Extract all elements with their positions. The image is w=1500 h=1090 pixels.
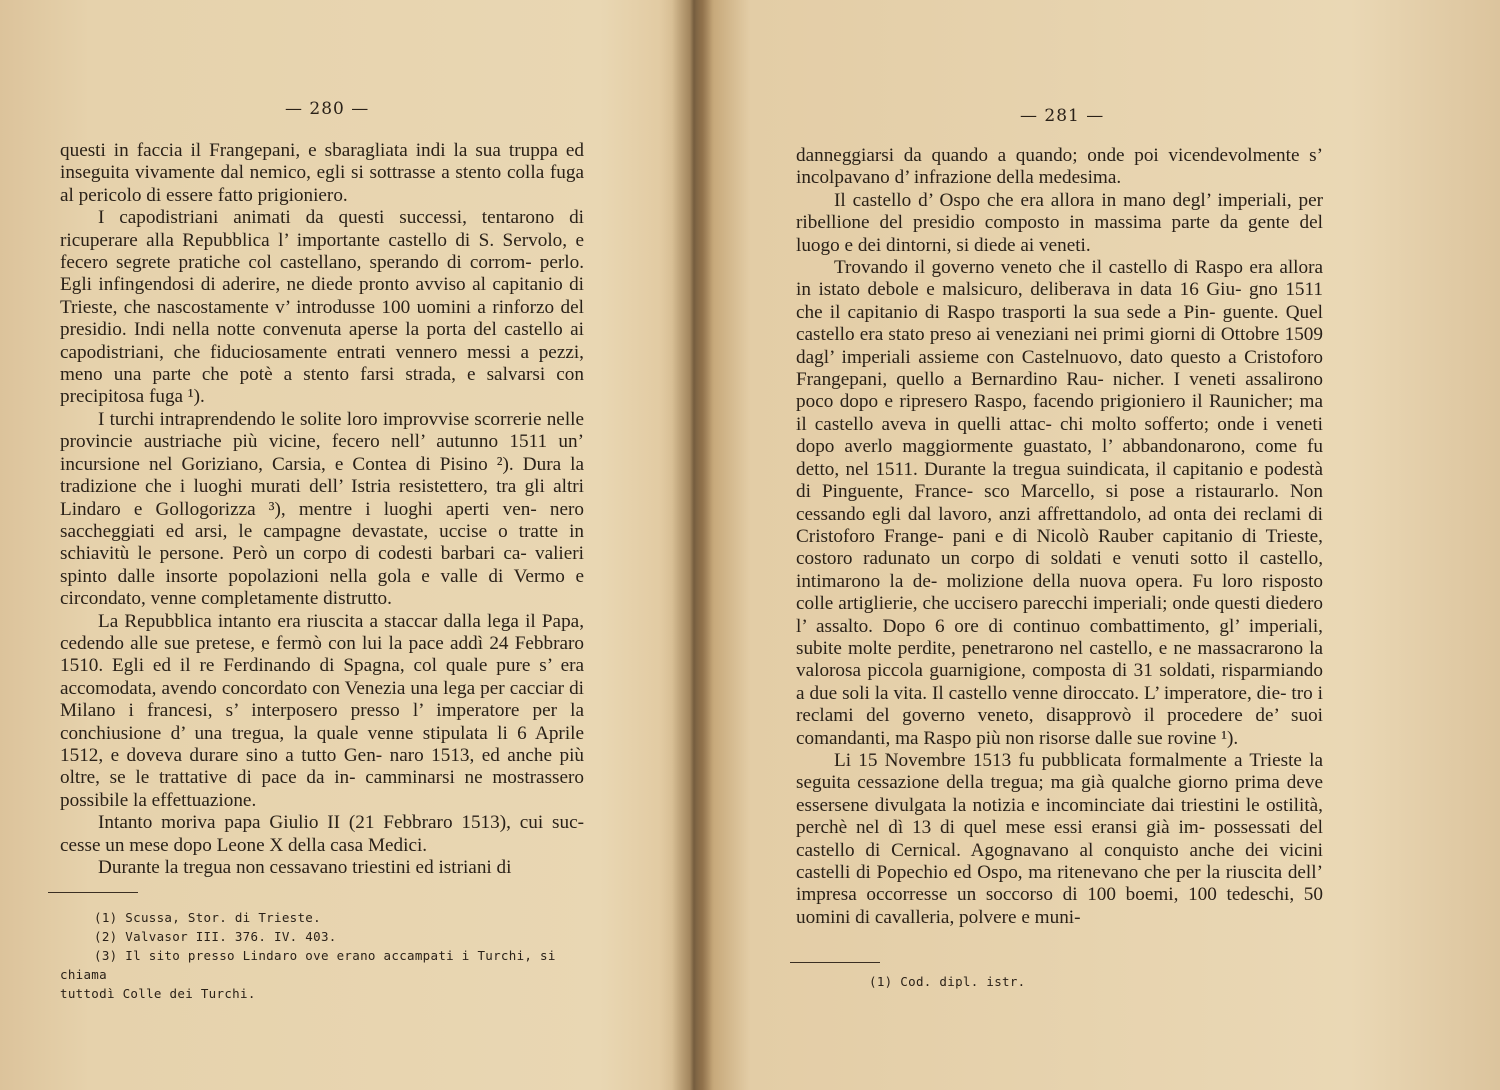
body-text (796, 145, 1323, 929)
footnote-rule (48, 892, 138, 893)
text-line: a rinforzo del presidio. Indi nella notte convenuta aperse la (60, 296, 584, 341)
text-line: gli altri Lindaro e Gollogorizza ³), mentre i luoghi aperti ven- (60, 476, 584, 520)
text-line: naro 1513, ed anche più oltre, se le trattative di pace da in- (60, 744, 584, 789)
paragraph (796, 257, 1323, 750)
paragraph (60, 409, 584, 611)
footnote: (1) Cod. dipl. istr. (869, 974, 1026, 989)
text-line: guente. Quel castello era stato preso ai veneziani nei primi (796, 301, 1324, 346)
text-line: che per la riuscita dell’ impresa occorresse un soccorso di 100 (796, 862, 1323, 906)
text-line: e fecero segrete pratiche col castellano, sperando di corrom- (60, 229, 584, 274)
paragraph (796, 145, 1323, 190)
text-line: un’ incursione nel Goriziano, Carsia, e Contea di Pisino ²). Dura (60, 431, 584, 475)
paragraph (60, 611, 584, 813)
footnote: (3) Il sito presso Lindaro ove erano accampati i Turchi, si chiama (60, 948, 556, 982)
text-line: anzi affrettandolo, ad onta dei reclami di Cristoforo Frange- (796, 503, 1324, 547)
text-line: 24 Febbraro 1510. Egli ed il re Ferdinando di Spagna, col (60, 632, 585, 677)
text-line: La Repubblica intanto era riuscita a staccar dalla lega il (98, 610, 542, 632)
text-line: Vermo e circondato, venne completamente distrutto. (60, 565, 585, 610)
text-line: la seguita cessazione della tregua; ma già qualche giorno prima (796, 749, 1323, 794)
text-line: Il castello d’ Ospo che era allora in mano degl’ imperiali, (834, 189, 1299, 211)
text-line: strada, e salvarsi con precipitosa fuga ¹). (60, 364, 584, 408)
text-line: s’ incolpavano d’ infrazione della medesima. (796, 145, 1323, 189)
footnotes (60, 908, 588, 1003)
text-line: boemi, 100 tedeschi, 50 uomini di cavalleria, polvere e muni- (796, 884, 1323, 928)
text-line: camminarsi ne mostrassero possibile la effettuazione. (60, 767, 585, 811)
left-page (0, 0, 690, 1090)
text-line: valieri spinto dalle insorte popolazioni nella gola e valle di (60, 543, 584, 587)
text-line: per ribellione del presidio composto in massima parte da gente (796, 189, 1323, 234)
paragraph (60, 140, 584, 207)
text-line: porta del castello ai capodistriani, che fiduciosamente entrati (60, 319, 584, 363)
footnote: (2) Valvasor III. 376. IV. 403. (94, 929, 337, 944)
right-page (700, 0, 1500, 1090)
text-line: capitanio di Trieste, che nascostamente v’ introdusse 100 uomini (60, 274, 585, 318)
text-line: perlo. Egli infingendosi di aderire, ne diede pronto avviso al (60, 252, 584, 296)
footnote: tuttodì Colle dei Turchi. (60, 986, 256, 1001)
text-line: stipulata li 6 Aprile 1512, e doveva durare sino a tutto Gen- (60, 722, 585, 766)
text-line: Intanto moriva papa Giulio II (21 Febbraro 1513), cui suc- (98, 812, 584, 834)
text-line: sco Marcello, si pose a ristaurarlo. Non cessando egli dal lavoro, (796, 481, 1323, 525)
text-line: nero saccheggiati ed arsi, le campagne devastate, uccise o tratte (60, 498, 584, 542)
text-line: deve essersene divulgata la notizia e incominciate dai triestini (796, 772, 1323, 816)
text-line: vennero messi a pezzi, meno una parte che potè a stento farsi (60, 341, 584, 386)
text-line: due soli la vita. Il castello venne diroccato. L’ imperatore, die- (809, 682, 1292, 704)
text-line: ed inseguita vivamente dal nemico, egli si sottrasse a stento (60, 140, 584, 184)
text-line: danneggiarsi da quando a quando; onde poi vicendevolmente (796, 145, 1310, 166)
text-line: ricuperare alla Repubblica l’ importante castello di S. Servolo, (60, 229, 576, 251)
text-line: guastato, l’ abbandonarono, come fu detto, nel 1511. Durante la (796, 436, 1323, 480)
text-line: giorni di Ottobre 1509 dagl’ imperiali assieme con Castelnuovo, (796, 324, 1323, 368)
text-line: prigioniero il Raunicher; ma il castello aveva in quelli attac- (796, 391, 1323, 435)
paragraph (60, 207, 584, 409)
paragraph (796, 190, 1323, 257)
text-line: nelle provincie austriache più vicine, fecero nell’ autunno 1511 (60, 408, 584, 453)
text-line: cesse un mese dopo Leone X della casa Medici. (60, 834, 428, 856)
text-line: nicher. I veneti assalirono poco dopo e ripresero Raspo, facendo (796, 369, 1324, 413)
text-line: anche dei vicini castelli di Popechio ed Ospo, ma ritenevano (796, 839, 1324, 883)
text-line: in schiavitù le persone. Però un corpo di codesti barbari ca- (60, 520, 584, 565)
text-line: quale pure s’ era accomodata, avendo concordato con Venezia (60, 655, 584, 699)
text-line: perdite, penetrarono nel castello, e ne massacrarono la valorosa (796, 637, 1323, 682)
text-line: Durante la tregua non cessavano triestini ed istriani di (98, 857, 512, 878)
text-line: molizione della nuova opera. Fu loro risposto colle artiglierie, (796, 570, 1323, 615)
text-line: comandanti, ma Raspo più non risorse dalle sue rovine ¹). (796, 727, 1239, 749)
text-line: Papa, cedendo alle sue pretese, e fermò con lui la pace addì (60, 610, 584, 654)
text-line: che uccisero parecchi imperiali; onde questi diedero l’ assalto. (796, 593, 1323, 637)
text-line: la tradizione che i luoghi murati dell’ Istria resistettero, tra (60, 453, 584, 498)
paragraph (60, 812, 584, 857)
text-line: allora in istato debole e malsicuro, deliberava in data 16 Giu- (796, 257, 1323, 301)
text-line: del luogo e dei dintorni, si diede ai veneti. (796, 212, 1323, 256)
text-line: una lega per cacciar di Milano i francesi, s’ interposero presso (60, 677, 585, 722)
text-line: colla fuga al pericolo di essere fatto prigioniero. (60, 162, 584, 206)
page-number: — 280 — (285, 99, 370, 119)
footnote-rule (790, 962, 880, 963)
text-line: chi molto sofferto; onde i veneti dopo averlo maggiormente (796, 413, 1323, 458)
text-line: Li 15 Novembre 1513 fu pubblicata formalmente a Trieste (834, 749, 1310, 771)
paragraph (796, 750, 1323, 929)
text-line: pani e di Nicolò Rauber capitanio di Trieste, costoro radunato (796, 525, 1323, 570)
text-line: tro i reclami del governo veneto, disapprovò il procedere de’ suoi (796, 682, 1323, 727)
text-line: le ostilità, perchè nel dì 13 di quel mese essi eransi già im- (796, 794, 1323, 839)
text-line: Trovando il governo veneto che il castello di Raspo era (834, 257, 1280, 279)
footnote: (1) Scussa, Stor. di Trieste. (94, 910, 321, 925)
text-line: dato questo a Cristoforo Frangepani, quello a Bernardino Rau- (796, 346, 1323, 391)
footnotes (835, 972, 1315, 991)
body-text (60, 140, 584, 879)
text-line: I turchi intraprendendo le solite loro improvvise scorrerie (98, 408, 547, 430)
text-line: l’ imperatore per la conchiusione d’ una tregua, la quale venne (60, 700, 584, 744)
paragraph (60, 857, 584, 879)
text-line: I capodistriani animati da questi successi, tentarono di (98, 207, 584, 229)
text-line: tregua suindicata, il capitanio e podestà di Pinguente, France- (796, 458, 1323, 503)
page-number: — 281 — (1020, 106, 1105, 126)
text-line: gno 1511 che il capitanio di Raspo trasporti la sua sede a Pin- (796, 279, 1323, 323)
text-line: questi in faccia il Frangepani, e sbaragliata indi la sua truppa (60, 140, 566, 161)
text-line: Dopo 6 ore di continuo combattimento, gl’ imperiali, subite molte (796, 615, 1323, 659)
text-line: un corpo di soldati e venuti sotto il castello, intimarono la de- (796, 548, 1323, 592)
text-line: piccola guarnigione, composta di 31 soldati, risparmiando a (796, 660, 1323, 704)
text-line: possessati del castello di Cernical. Agognavano al conquisto (796, 817, 1323, 861)
